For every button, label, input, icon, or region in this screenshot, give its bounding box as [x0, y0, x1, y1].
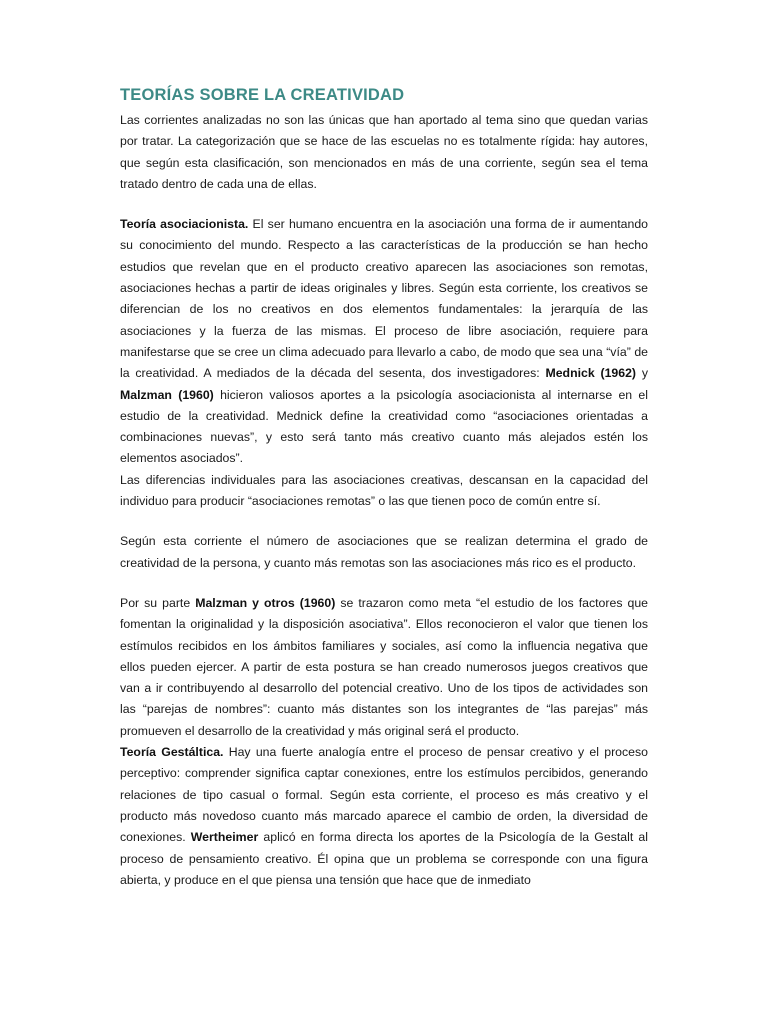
paragraph	[120, 531, 648, 574]
text-run: Las corrientes analizadas no son las únicas que han aportado al tema sino que quedan varias por tratar. La categorización que se hace de las escuelas no es totalmente rígida: hay autores, que según esta clasificación, son mencionados en más de una corriente, según sea el tema tratado dentro de cada una de ellas.	[120, 113, 648, 191]
bold-term: Malzman y otros (1960)	[195, 595, 336, 610]
text-run: se trazaron como meta “el estudio de los factores que fomentan la originalidad y la disposición asociativa”. Ellos reconocieron el valor que tienen los estímulos recibidos en los ámbitos familiares y sociales, así como la influencia negativa que ellos pueden ejercer. A partir de esta postura se han creado numerosos juegos creativos que van a ir contribuyendo al desarrollo del potencial creativo. Uno de los tipos de actividades son las “parejas de nombres”: cuanto más distantes son los integrantes de “las parejas” más promueven el desarrollo de la creatividad y más original será el producto.	[120, 595, 649, 738]
bold-term: Wertheimer	[190, 830, 259, 845]
paragraph	[120, 593, 648, 742]
paragraph	[120, 742, 648, 891]
text-run: Según esta corriente el número de asociaciones que se realizan determina el grado de creatividad de la persona, y cuanto más remotas son las asociaciones más rico es el producto.	[120, 534, 648, 570]
text-run: aplicó en forma directa los aportes de la Psicología de la Gestalt al proceso de pensamiento creativo. Él opina que un problema se corresponde con una figura abierta, y produce en el que piensa una tensión que hace que de inmediato	[120, 830, 648, 887]
document-title: TEORÍAS SOBRE LA CREATIVIDAD	[120, 86, 405, 104]
text-run: Por su parte	[120, 595, 196, 610]
bold-term: Teoría Gestáltica.	[120, 745, 224, 760]
bold-term: Mednick (1962)	[545, 366, 637, 381]
paragraph	[120, 110, 648, 195]
text-run: y	[636, 366, 648, 381]
bold-term: Teoría asociacionista.	[120, 217, 249, 232]
bold-term: Malzman (1960)	[120, 387, 214, 402]
text-run: Las diferencias individuales para las asociaciones creativas, descansan en la capacidad del individuo para producir “asociaciones remotas” o las que tienen poco de común entre sí.	[120, 472, 648, 509]
text-run: El ser humano encuentra en la asociación una forma de ir aumentando su conocimiento del mundo. Respecto a las características de la producción se han hecho estudios que revelan que en el producto creativo aparecen las asociaciones son remotas, asociaciones hechas a partir de ideas originales y libres. Según esta corriente, los creativos se diferencian de los no creativos en dos elementos fundamentales: la jerarquía de las asociaciones y la fuerza de las mismas. El proceso de libre asociación, requiere para manifestarse que se cree un clima adecuado para llevarlo a cabo, de modo que sea una “vía” de la creatividad. A mediados de la década del sesenta, dos investigadores:	[120, 217, 649, 381]
document-body	[120, 110, 648, 891]
paragraph	[120, 470, 648, 513]
paragraph	[120, 214, 648, 470]
text-run: Hay una fuerte analogía entre el proceso de pensar creativo y el proceso perceptivo: comprender significa captar conexiones, entre los estímulos percibidos, generando relaciones de tipo casual o formal. Según esta corriente, el proceso es más creativo y el producto más novedoso cuanto más marcado aparece el cambio de orden, la diversidad de conexiones.	[120, 745, 648, 845]
text-run: hicieron valiosos aportes a la psicología asociacionista al internarse en el estudio de la creatividad. Mednick define la creatividad como “asociaciones orientadas a combinaciones nuevas”, y esto será tanto más creativo cuanto más alejados estén los elementos asociados”.	[120, 387, 649, 466]
